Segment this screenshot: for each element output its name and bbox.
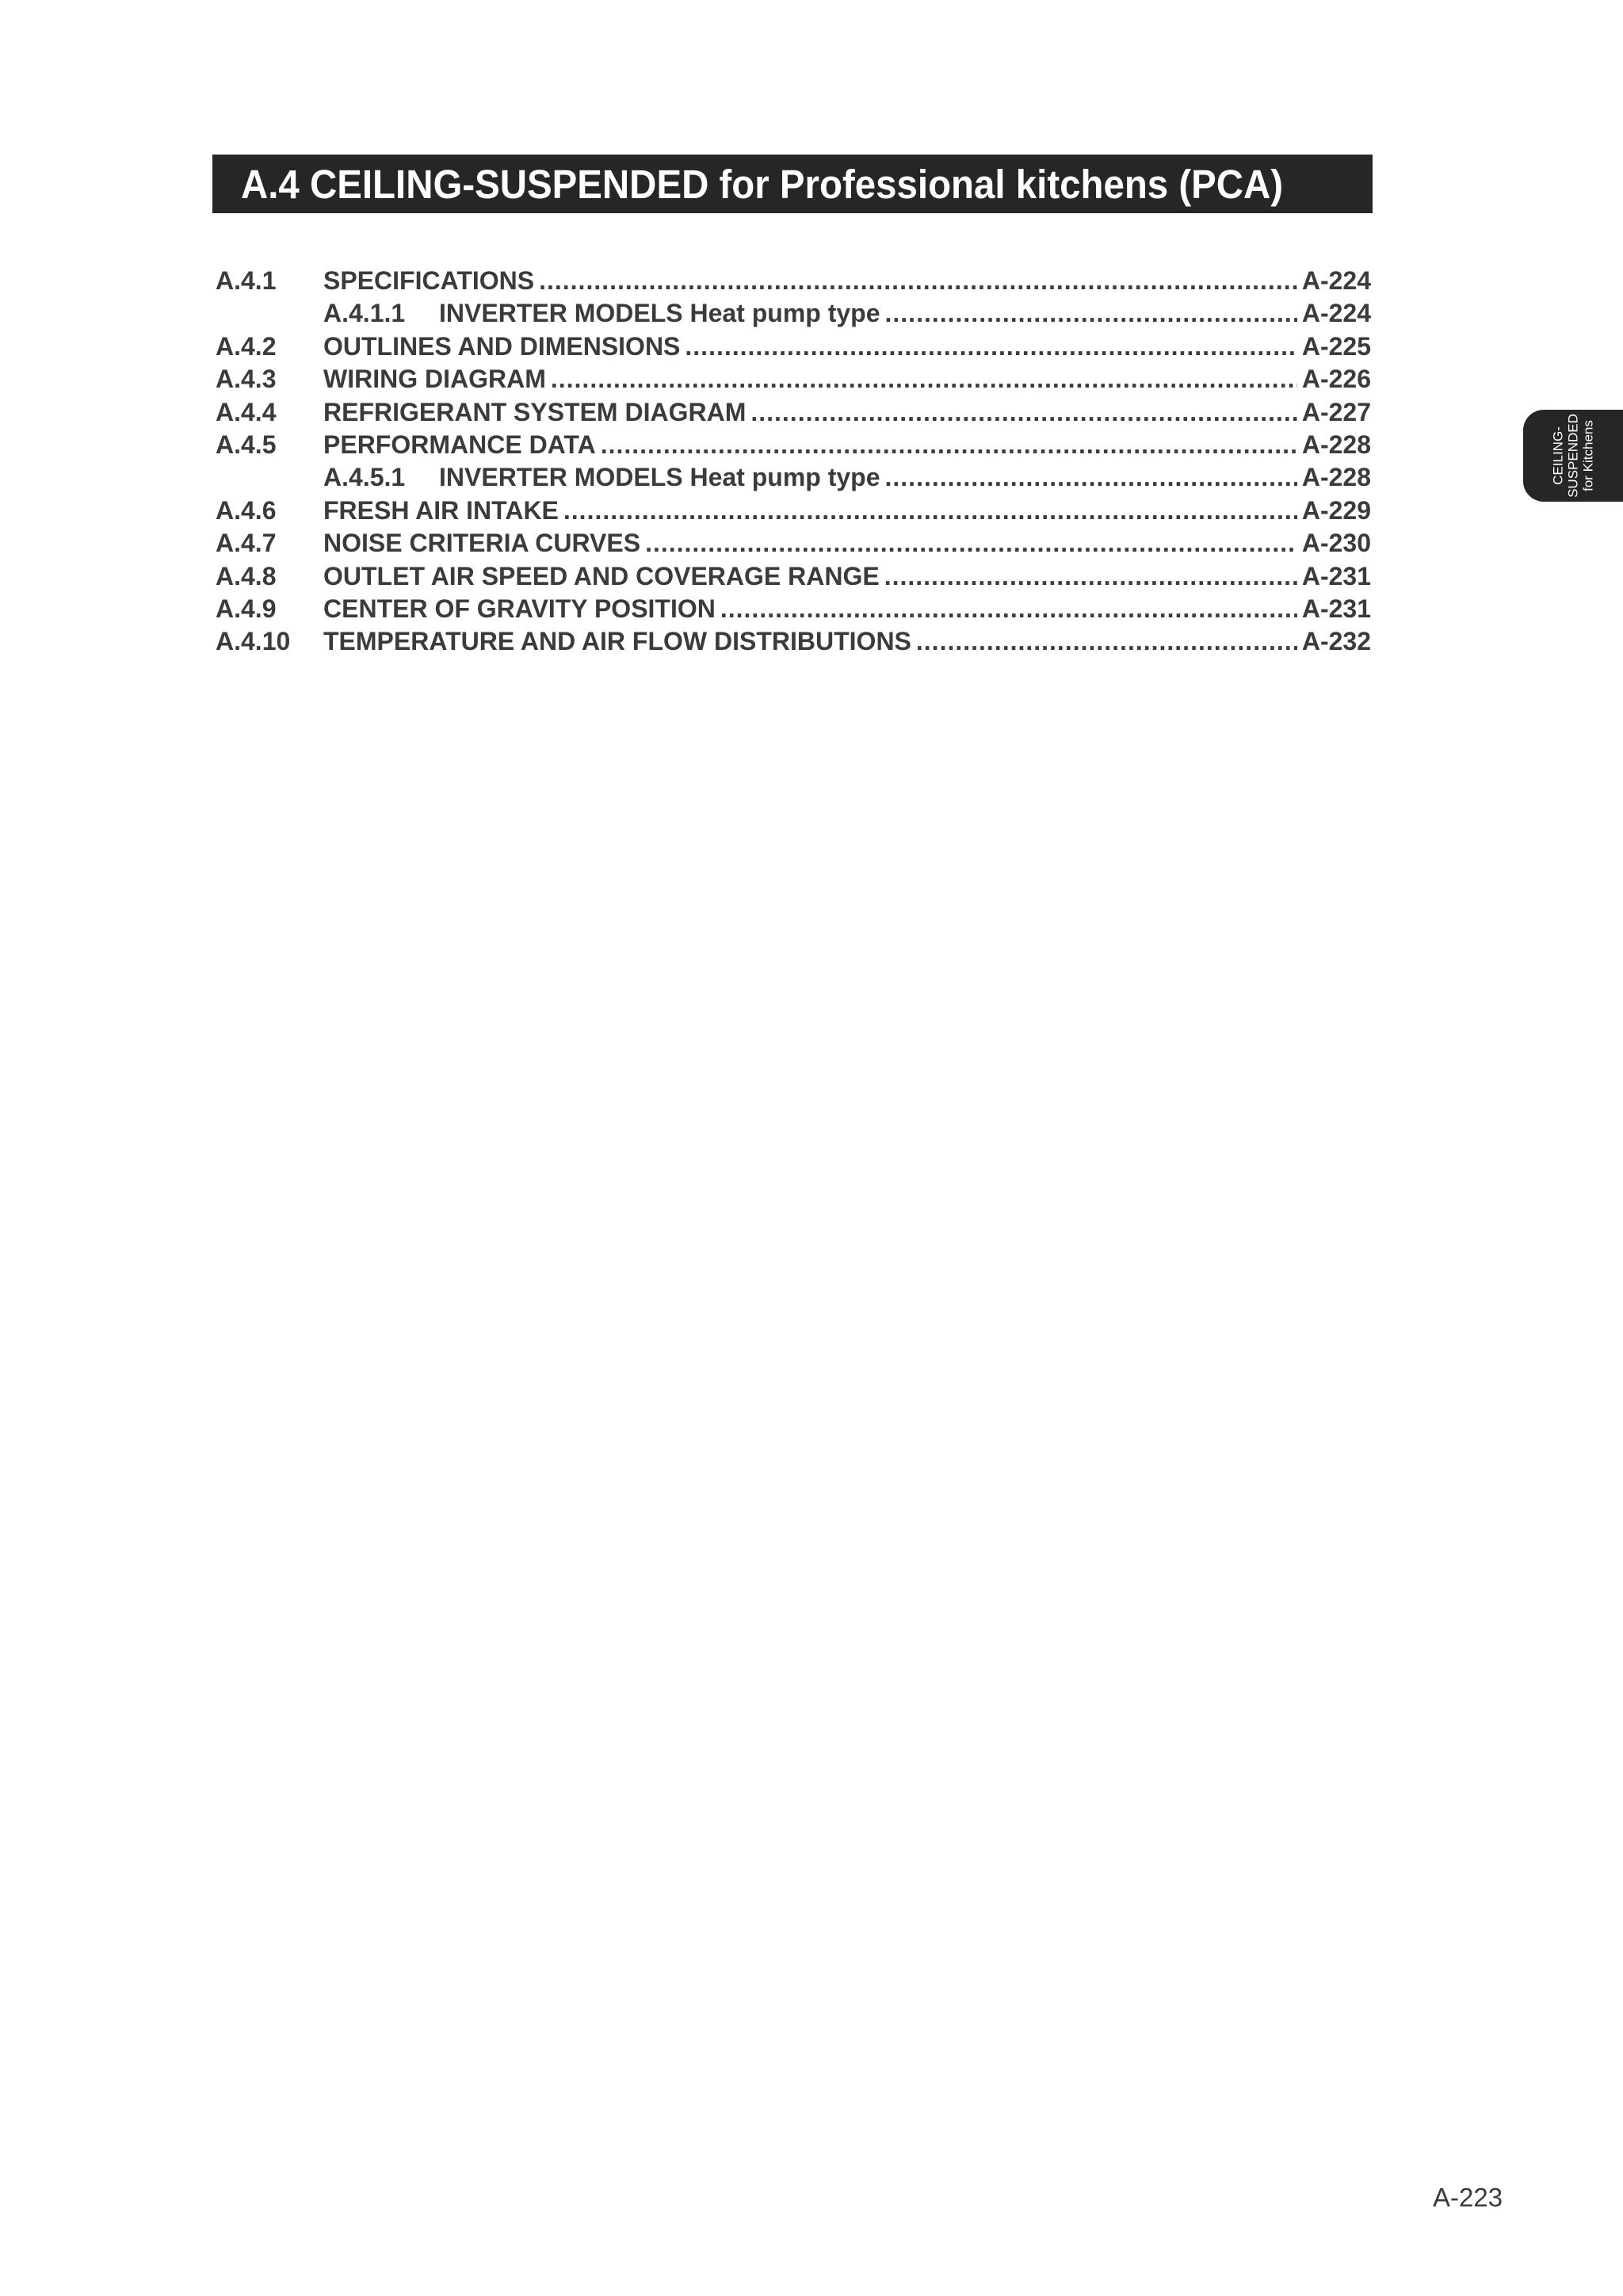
- toc-row-a-4-1-1[interactable]: [216, 299, 1371, 331]
- table-of-contents: [216, 266, 1371, 660]
- toc-row-a-4-8[interactable]: [216, 562, 1371, 594]
- toc-page-number: A-226: [1301, 365, 1371, 394]
- toc-leader-dots: [551, 365, 1297, 394]
- toc-number: A.4.10: [216, 627, 291, 656]
- toc-row-a-4-10[interactable]: [216, 627, 1371, 659]
- toc-number: A.4.6: [216, 495, 277, 525]
- toc-label: OUTLINES AND DIMENSIONS: [323, 331, 681, 361]
- toc-label: INVERTER MODELS Heat pump type: [439, 299, 880, 328]
- toc-number: A.4.7: [216, 529, 277, 558]
- toc-leader-dots: [884, 562, 1297, 591]
- toc-number: A.4.4: [216, 397, 277, 426]
- section-title: A.4 CEILING-SUSPENDED for Professional kitchens (PCA): [241, 161, 1284, 207]
- toc-row-a-4-7[interactable]: [216, 529, 1371, 561]
- toc-row-a-4-9[interactable]: [216, 594, 1371, 627]
- toc-leader-dots: [539, 266, 1297, 296]
- side-tab-line: for Kitchens: [1580, 420, 1596, 491]
- toc-leader-dots: [720, 594, 1297, 624]
- toc-page-number: A-229: [1301, 495, 1371, 525]
- toc-page-number: A-224: [1301, 266, 1371, 295]
- toc-label: CENTER OF GRAVITY POSITION: [323, 594, 716, 623]
- toc-row-a-4-5-1[interactable]: [216, 463, 1371, 495]
- toc-page-number: A-231: [1301, 594, 1371, 623]
- toc-number: A.4.2: [216, 331, 277, 361]
- side-tab-label: [1551, 414, 1596, 498]
- toc-row-a-4-3[interactable]: [216, 365, 1371, 397]
- toc-page-number: A-228: [1301, 430, 1371, 459]
- toc-leader-dots: [885, 463, 1297, 492]
- toc-row-a-4-6[interactable]: [216, 496, 1371, 529]
- toc-label: OUTLET AIR SPEED AND COVERAGE RANGE: [323, 561, 880, 590]
- toc-number: A.4.1: [216, 266, 277, 295]
- side-tab-line: CEILING-: [1550, 426, 1566, 485]
- toc-label: NOISE CRITERIA CURVES: [323, 529, 641, 558]
- page-number: A-223: [1433, 2183, 1503, 2212]
- toc-row-a-4-4[interactable]: [216, 398, 1371, 430]
- toc-page-number: A-232: [1301, 627, 1371, 656]
- toc-label: WIRING DIAGRAM: [323, 365, 546, 394]
- toc-leader-dots: [563, 496, 1297, 525]
- toc-page-number: A-231: [1301, 561, 1371, 590]
- toc-number: A.4.8: [216, 561, 277, 590]
- toc-page-number: A-228: [1301, 463, 1371, 492]
- toc-number: A.4.3: [216, 365, 277, 394]
- toc-leader-dots: [750, 398, 1297, 427]
- toc-label: TEMPERATURE AND AIR FLOW DISTRIBUTIONS: [323, 627, 911, 656]
- toc-row-a-4-1[interactable]: [216, 266, 1371, 299]
- toc-number: A.4.9: [216, 594, 277, 623]
- toc-page-number: A-225: [1301, 331, 1371, 361]
- toc-leader-dots: [885, 299, 1297, 328]
- toc-subnumber: A.4.1.1: [323, 299, 406, 328]
- toc-label: FRESH AIR INTAKE: [323, 495, 559, 525]
- toc-leader-dots: [916, 627, 1297, 656]
- chapter-side-tab: [1523, 410, 1623, 502]
- toc-page-number: A-224: [1301, 299, 1371, 328]
- toc-leader-dots: [685, 332, 1296, 361]
- toc-page-number: A-227: [1301, 397, 1371, 426]
- side-tab-line: SUSPENDED: [1565, 414, 1581, 498]
- section-title-bar: [212, 155, 1373, 213]
- toc-row-a-4-2[interactable]: [216, 332, 1371, 365]
- toc-subnumber: A.4.5.1: [323, 463, 406, 492]
- toc-number: A.4.5: [216, 430, 277, 459]
- toc-leader-dots: [645, 529, 1297, 558]
- toc-row-a-4-5[interactable]: [216, 430, 1371, 463]
- toc-leader-dots: [601, 430, 1297, 460]
- toc-label: INVERTER MODELS Heat pump type: [439, 463, 880, 492]
- toc-page-number: A-230: [1301, 529, 1371, 558]
- toc-label: REFRIGERANT SYSTEM DIAGRAM: [323, 397, 747, 426]
- toc-label: SPECIFICATIONS: [323, 266, 535, 295]
- toc-label: PERFORMANCE DATA: [323, 430, 596, 459]
